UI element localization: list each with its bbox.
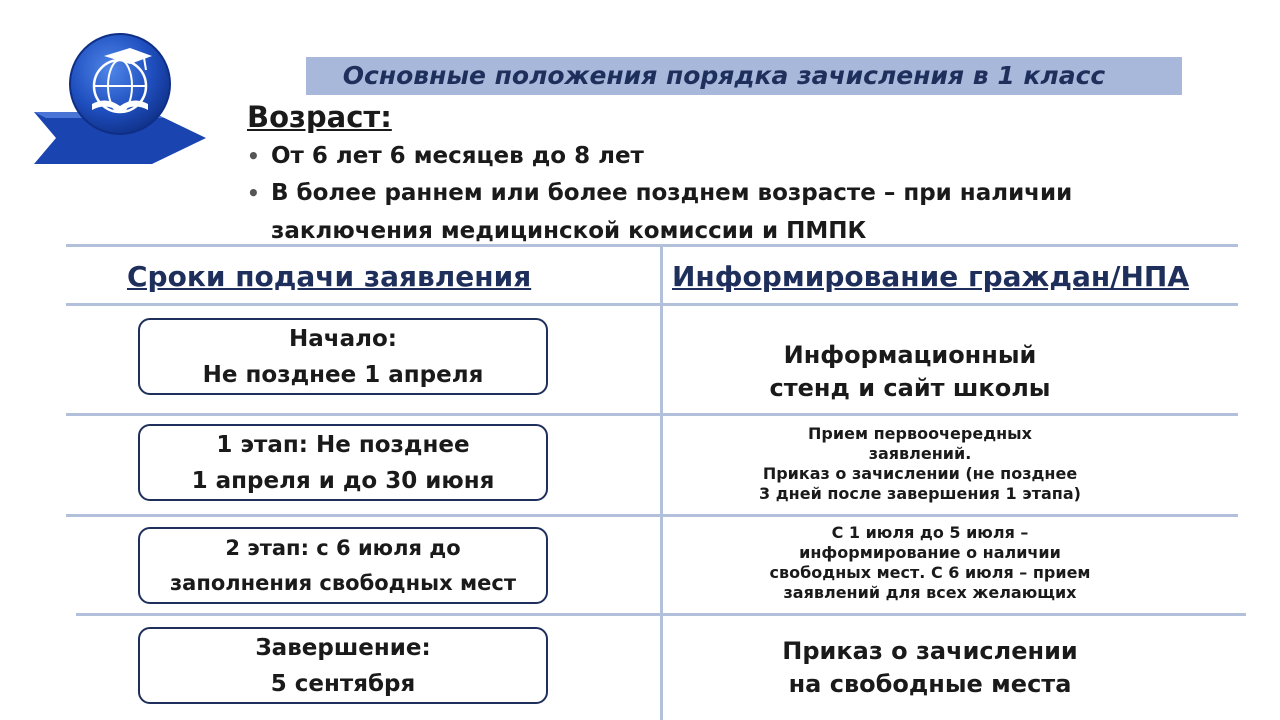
info-row-1	[700, 339, 1120, 405]
column-divider	[660, 246, 663, 720]
stage-line: Завершение:	[255, 634, 431, 661]
school-logo	[34, 30, 214, 170]
row-divider-1	[66, 413, 1238, 416]
info-line: заявлений.	[868, 444, 972, 463]
stage-line: 1 этап: Не позднее	[216, 431, 470, 458]
row-divider-2	[66, 514, 1238, 517]
table-top-border	[66, 244, 1238, 247]
info-line: С 1 июля до 5 июля –	[831, 523, 1029, 542]
stage-line: 2 этап: с 6 июля до	[225, 535, 461, 560]
info-line: 3 дней после завершения 1 этапа)	[759, 484, 1081, 503]
info-line: заявлений для всех желающих	[783, 583, 1077, 602]
stage-box-stage-1	[138, 424, 548, 501]
bullet-dot-icon: •	[247, 181, 260, 205]
info-row-4	[710, 635, 1150, 701]
table-header-border	[66, 303, 1238, 306]
info-line: Приказ о зачислении	[782, 637, 1078, 665]
info-line: стенд и сайт школы	[769, 374, 1051, 402]
info-line: Информационный	[783, 341, 1037, 369]
stage-box-end	[138, 627, 548, 704]
info-line: Прием первоочередных	[808, 424, 1032, 443]
info-row-3	[700, 523, 1160, 603]
age-heading: Возраст:	[247, 100, 392, 134]
school-globe-emblem-icon	[34, 30, 214, 170]
info-line: Приказ о зачислении (не позднее	[762, 464, 1078, 483]
stage-line: Начало:	[289, 325, 397, 352]
title-bar	[306, 57, 1182, 95]
stage-box-stage-2	[138, 527, 548, 604]
bullet-dot-icon: •	[247, 144, 260, 168]
slide-title: Основные положения порядка зачисления в 1 класс	[342, 61, 1106, 90]
stage-line: Не позднее 1 апреля	[202, 361, 484, 388]
info-row-2	[700, 424, 1140, 504]
info-line: свободных мест. С 6 июля – прием	[769, 563, 1091, 582]
stage-line: 1 апреля и до 30 июня	[191, 467, 495, 494]
stage-line: заполнения свободных мест	[169, 570, 517, 595]
right-column-header: Информирование граждан/НПА	[672, 260, 1189, 293]
info-line: информирование о наличии	[799, 543, 1061, 562]
stage-box-start	[138, 318, 548, 395]
info-line: на свободные места	[788, 670, 1072, 698]
stage-line: 5 сентября	[270, 670, 416, 697]
left-column-header: Сроки подачи заявления	[127, 260, 532, 293]
